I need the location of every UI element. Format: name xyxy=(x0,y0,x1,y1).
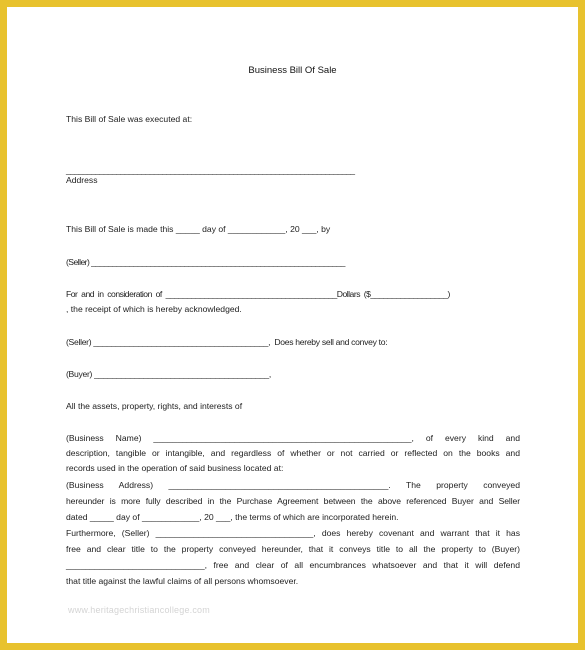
watermark: www.heritagechristiancollege.com xyxy=(68,605,210,615)
dated-line: dated _____ day of ____________, 20 ___, the terms of which are incorporated herein. xyxy=(66,512,399,522)
document-page xyxy=(7,7,578,643)
document-title: Business Bill Of Sale xyxy=(248,65,337,76)
records-line: records used in the operation of said business located at: xyxy=(66,463,284,473)
assets-line: All the assets, property, rights, and interests of xyxy=(66,401,243,411)
seller-convey-line: (Seller) _______________________________________, Does hereby sell and convey to: xyxy=(66,337,388,347)
encumbrances-line: _____________________________, free and clear of all encumbrances whatsoever and that it will defend xyxy=(66,560,520,570)
business-address-line: (Business Address) ______________________________________________. The property conveyed xyxy=(66,480,520,490)
business-name-line: (Business Name) ______________________________________________________, of every kind and xyxy=(66,433,520,443)
address-blank: _____________________________________________________________________ xyxy=(66,165,355,175)
furthermore-line: Furthermore, (Seller) _________________________________, does hereby covenant and warrant that it has xyxy=(66,528,520,538)
description-line: description, tangible or intangible, and regardless of whether or not carried or reflected on the books and xyxy=(66,448,520,458)
buyer-line: (Buyer) _______________________________________, xyxy=(66,369,271,379)
made-this-line: This Bill of Sale is made this _____ day of ____________, 20 ___, by xyxy=(66,224,331,234)
executed-at-line: This Bill of Sale was executed at: xyxy=(66,114,193,124)
free-clear-line: free and clear title to the property conveyed hereunder, that it conveys title to all the property to (Buyer) xyxy=(66,544,520,554)
consideration-line: For and in consideration of ________________________________________Dollars ($__________________) xyxy=(66,289,450,299)
claims-line: that title against the lawful claims of all persons whomsoever. xyxy=(66,576,299,586)
hereunder-line: hereunder is more fully described in the Purchase Agreement between the above referenced Buyer and Seller xyxy=(66,496,520,506)
receipt-line: , the receipt of which is hereby acknowledged. xyxy=(66,304,242,314)
seller-line-1: (Seller) ____________________________________________________________ xyxy=(66,257,345,267)
address-label: Address xyxy=(66,175,98,185)
